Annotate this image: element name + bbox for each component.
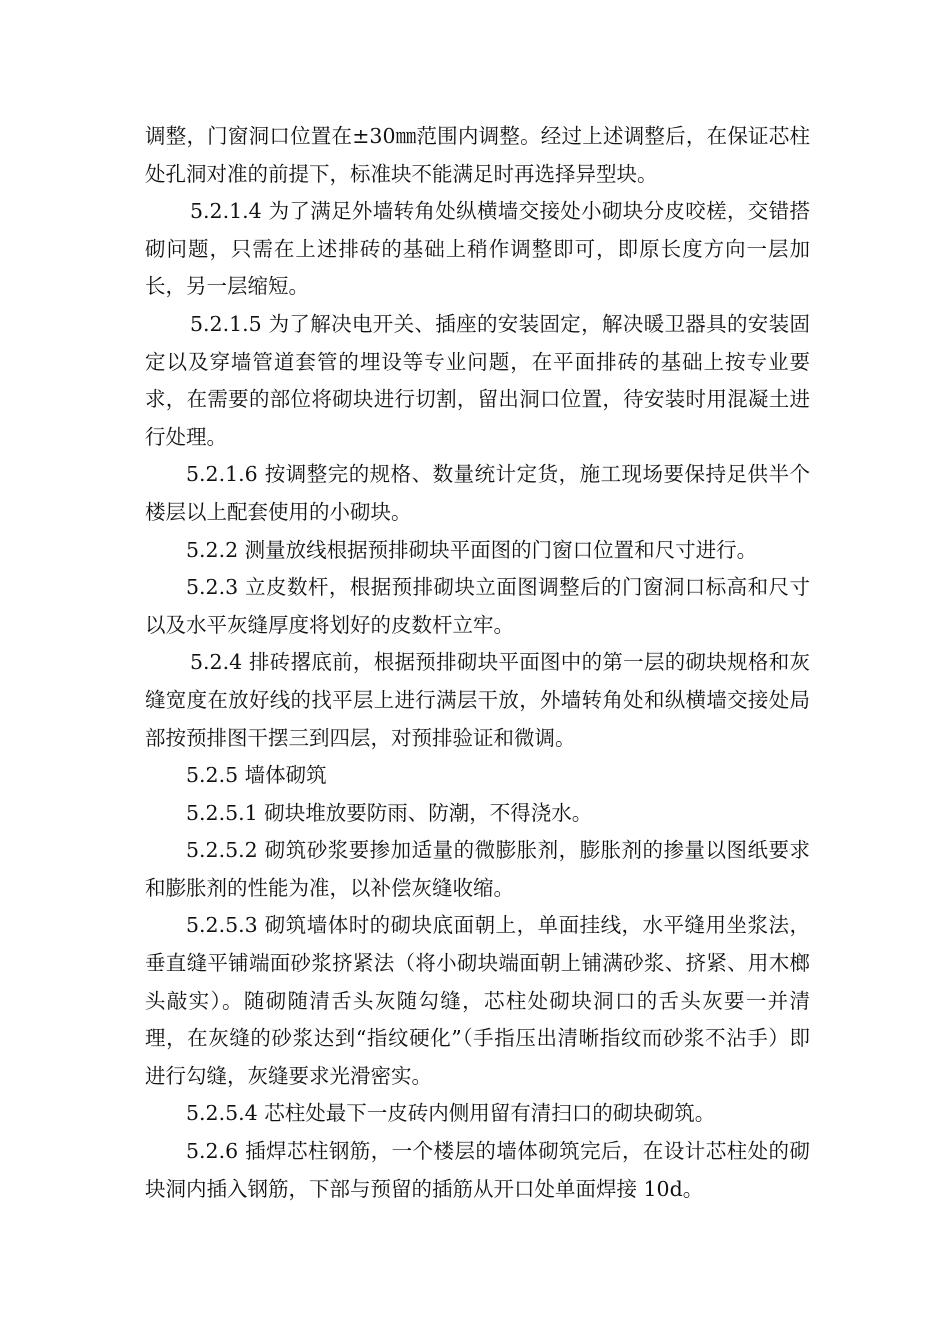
- paragraph-5-2-5-3: 5.2.5.3 砌筑墙体时的砌块底面朝上，单面挂线，水平缝用坐浆法，垂直缝平铺端面砂浆挤紧法（将小砌块端面朝上铺满砂浆、挤紧、用木榔头敲实）。随砌随清舌头灰随勾缝，芯柱处砌块洞口的舌头灰要一并清理，在灰缝的砂浆达到“指纹硬化”（手指压出清晰指纹而砂浆不沾手）即进行勾缝，灰缝要求光滑密实。: [145, 913, 810, 1088]
- paragraph-5-2-1-5: 5.2.1.5 为了解决电开关、插座的安装固定，解决暖卫器具的安装固定以及穿墙管道套管的埋设等专业问题，在平面排砖的基础上按专业要求，在需要的部位将砌块进行切割，留出洞口位置，待安装时用混凝土进行处理。: [145, 311, 810, 449]
- paragraph-5-2-4: 5.2.4 排砖撂底前，根据预排砌块平面图中的第一层的砌块规格和灰缝宽度在放好线的找平层上进行满层干放，外墙转角处和纵横墙交接处局部按预排图干摆三到四层，对预排验证和微调。: [145, 650, 810, 750]
- document-body: [145, 118, 810, 1208]
- paragraph-5-2-1-6: 5.2.1.6 按调整完的规格、数量统计定货，施工现场要保持足供半个楼层以上配套使用的小砌块。: [145, 462, 810, 524]
- paragraph-5-2-6: 5.2.6 插焊芯柱钢筋，一个楼层的墙体砌筑完后，在设计芯柱处的砌块洞内插入钢筋，下部与预留的插筋从开口处单面焊接 10d。: [145, 1139, 810, 1201]
- paragraph-5-2-1-4: 5.2.1.4 为了满足外墙转角处纵横墙交接处小砌块分皮咬槎，交错搭砌问题，只需在上述排砖的基础上稍作调整即可，即原长度方向一层加长，另一层缩短。: [145, 199, 810, 299]
- paragraph-5-2-5-4: 5.2.5.4 芯柱处最下一皮砖内侧用留有清扫口的砌块砌筑。: [186, 1101, 716, 1126]
- paragraph-continuation: 调整，门窗洞口位置在±30㎜范围内调整。经过上述调整后，在保证芯柱处孔洞对准的前提下，标准块不能满足时再选择异型块。: [145, 124, 810, 186]
- paragraph-5-2-5-2: 5.2.5.2 砌筑砂浆要掺加适量的微膨胀剂，膨胀剂的掺量以图纸要求和膨胀剂的性能为准，以补偿灰缝收缩。: [145, 838, 810, 900]
- section-heading-5-2-5: 5.2.5 墙体砌筑: [186, 763, 327, 788]
- paragraph-5-2-2: 5.2.2 测量放线根据预排砌块平面图的门窗口位置和尺寸进行。: [186, 537, 758, 562]
- paragraph-5-2-3: 5.2.3 立皮数杆，根据预排砌块立面图调整后的门窗洞口标高和尺寸以及水平灰缝厚度将划好的皮数杆立牢。: [145, 575, 810, 637]
- paragraph-5-2-5-1: 5.2.5.1 砌块堆放要防雨、防潮，不得浇水。: [186, 800, 593, 825]
